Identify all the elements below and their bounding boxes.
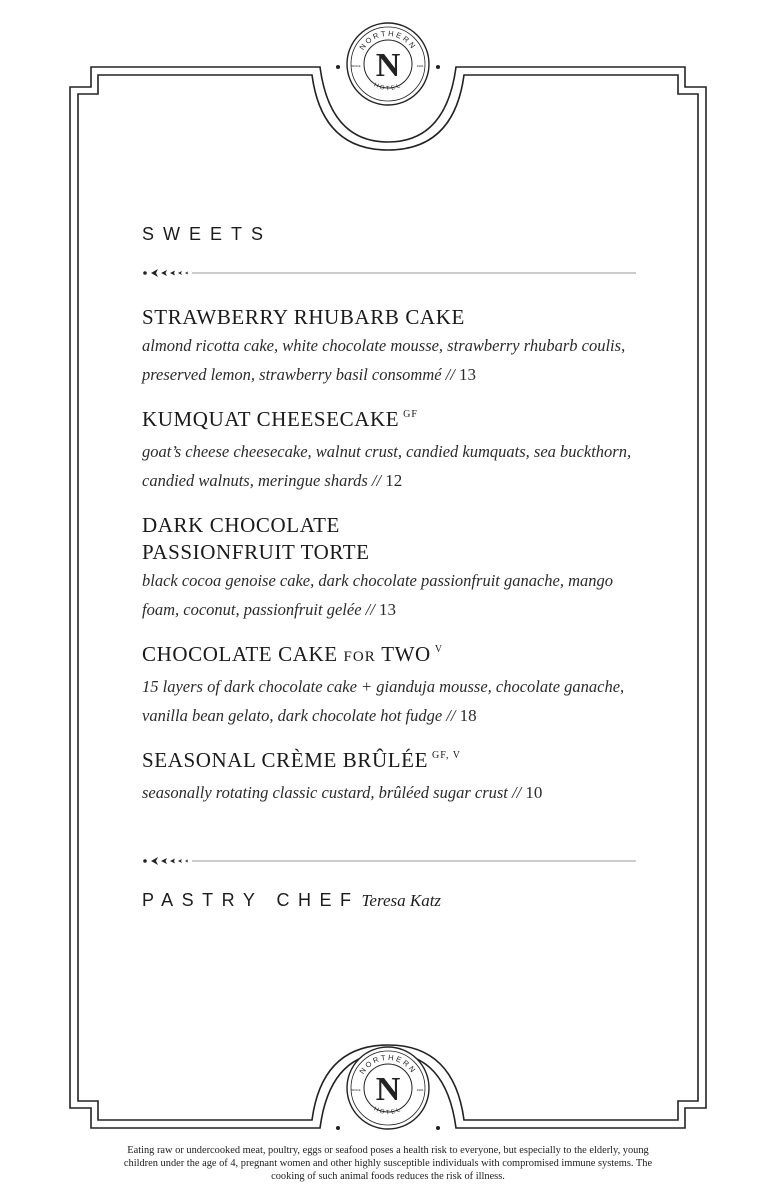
health-disclaimer: Eating raw or undercooked meat, poultry, eggs or seafood poses a health risk to everyone, but especially to the elderly, young children under the age of 4, pregnant women and other highly susceptible individuals with compromised immune systems. The cooking of such animal foods reduces the risk of illness. — [123, 1145, 653, 1182]
svg-text:SINCE: SINCE — [351, 1088, 361, 1092]
menu-item-strawberry-rhubarb-cake — [142, 304, 642, 389]
svg-text:N: N — [375, 1071, 401, 1108]
dessert-menu-list — [142, 304, 642, 825]
menu-item-chocolate-cake-for-two — [142, 641, 642, 730]
item-description: seasonally rotating classic custard, brûléed sugar crust // 10 — [142, 783, 543, 802]
item-price: 13 — [378, 599, 396, 619]
item-name: DARK CHOCOLATE PASSIONFRUIT TORTE — [142, 513, 370, 564]
section-title: SWEETS — [142, 224, 273, 244]
item-name: KUMQUAT CHEESECAKE $^{GF}$ — [142, 407, 418, 431]
chef-name: Teresa Katz — [361, 891, 442, 910]
svg-text:HOTEL: HOTEL — [372, 1106, 404, 1117]
item-description: black cocoa genoise cake, dark chocolate passionfruit ganache, mango foam, coconut, passionfruit gelée // 13 — [142, 571, 614, 619]
item-price: 13 — [458, 364, 476, 384]
item-description: goat’s cheese cheesecake, walnut crust, candied kumquats, sea buckthorn, candied walnuts, meringue shards // 12 — [142, 442, 632, 490]
ornamental-divider — [142, 856, 636, 866]
pastry-chef-credit — [142, 890, 441, 911]
item-description: 15 layers of dark chocolate cake + gianduja mousse, chocolate ganache, vanilla bean gelato, dark chocolate hot fudge // 18 — [142, 677, 625, 725]
dietary-tag: V — [434, 644, 444, 655]
item-price: 10 — [525, 783, 543, 802]
item-name: SEASONAL CRÈME BRÛLÉE $^{GF, V}$ — [142, 748, 462, 772]
svg-text:N: N — [375, 47, 401, 84]
menu-item-kumquat-cheesecake — [142, 406, 642, 495]
item-name: STRAWBERRY RHUBARB CAKE — [142, 305, 465, 329]
menu-item-seasonal-creme-brulee — [142, 747, 642, 808]
svg-text:NORTHERN: NORTHERN — [357, 1052, 419, 1076]
menu-item-dark-chocolate-passionfruit-torte — [142, 512, 642, 624]
ornamental-divider — [142, 268, 636, 278]
item-name: CHOCOLATE CAKE FOR TWO $^V$ — [142, 642, 444, 666]
item-price: 12 — [385, 470, 403, 490]
northern-hotel-logo-top — [345, 21, 431, 107]
northern-hotel-logo-bottom — [345, 1045, 431, 1131]
svg-text:SINCE: SINCE — [351, 64, 361, 68]
dietary-tag: GF — [403, 409, 418, 420]
svg-text:HOTEL: HOTEL — [372, 82, 404, 93]
dietary-tag: GF, V — [432, 750, 462, 761]
svg-text:NORTHERN: NORTHERN — [357, 28, 419, 52]
chef-label: PASTRY CHEF — [142, 890, 360, 910]
item-price: 18 — [459, 705, 477, 725]
item-description: almond ricotta cake, white chocolate mousse, strawberry rhubarb coulis, preserved lemon, strawberry basil consommé // 13 — [142, 336, 626, 384]
svg-text:1902: 1902 — [416, 1088, 424, 1092]
svg-text:1902: 1902 — [416, 64, 424, 68]
